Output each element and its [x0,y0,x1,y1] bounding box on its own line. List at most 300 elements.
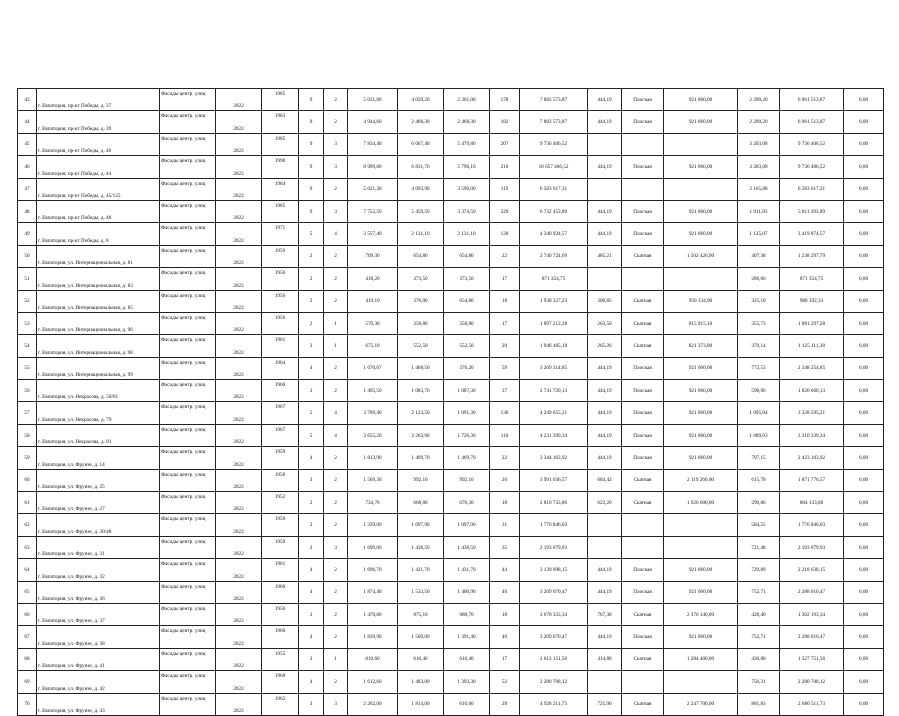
work-type-cell: Фасады центр. улиц [160,581,216,603]
work-type-cell: Фасады центр. улиц [160,626,216,648]
work-type-cell: Фасады центр. улиц [160,133,216,155]
living-area-cell: 616,40 [398,648,444,670]
total-cost-cell: 3 344 163,92 [520,447,588,469]
roof-unit-cost-cell: 444,19 [588,357,622,379]
floors-cell: 3 [299,536,324,558]
total-area-cell: 419,10 [348,290,398,312]
living-area-cell: 358,80 [398,312,444,334]
facade-unit-cost-cell: 584,55 [738,514,780,536]
roof-unit-cost-cell: 622,20 [588,492,622,514]
facade-unit-cost-cell: 721,48 [738,536,780,558]
facade-unit-cost-cell: 3 203,08 [738,133,780,155]
build-year-cell: 1985 [262,89,299,111]
address-cell: г. Евпатория, ул. Некрасова, д. 81 [37,424,160,446]
plan-year-cell: 2022 [216,671,262,693]
fund-contribution-cell: 0,00 [844,357,884,379]
total-area-cell: 1 339,00 [348,514,398,536]
roof-type-cell: Плоская [622,626,664,648]
entrances-cell: 2 [324,380,348,402]
table-row [18,581,884,603]
fund-contribution-cell: 0,00 [844,648,884,670]
total-area-cell: 675,10 [348,335,398,357]
living-area-cell: 2 263,90 [398,424,444,446]
build-year-cell: 1983 [262,111,299,133]
entrances-cell: 2 [324,671,348,693]
table-row [18,268,884,290]
roof-cost-cell: 2 247 700,00 [664,693,738,715]
table-row [18,559,884,581]
build-year-cell: 1984 [262,178,299,200]
living-area-cell: 4 093,90 [398,178,444,200]
living-area-cell: 1 468,50 [398,357,444,379]
residents-cell: 28 [490,693,520,715]
floors-cell: 3 [299,514,324,536]
entrances-cell: 2 [324,89,348,111]
row-number-cell: 69 [18,671,37,693]
roof-type-cell [622,178,664,200]
build-year-cell: 1950 [262,469,299,491]
total-cost-cell: 2 741 720,13 [520,380,588,402]
roof-area-cell: 670,30 [444,492,490,514]
roof-cost-cell [664,133,738,155]
work-type-cell: Фасады центр. улиц [160,245,216,267]
total-cost-cell: 1 946 485,18 [520,335,588,357]
plan-year-cell: 2022 [216,268,262,290]
floors-cell: 3 [299,380,324,402]
address-cell: г. Евпатория, ул. Фрунзе, д. 30/48 [37,514,160,536]
living-area-cell: 1 814,00 [398,693,444,715]
floors-cell: 4 [299,559,324,581]
living-area-cell: 1 097,90 [398,514,444,536]
roof-area-cell: 5 479,80 [444,133,490,155]
total-cost-cell: 3 991 036,57 [520,469,588,491]
plan-year-cell: 2022 [216,402,262,424]
total-area-cell: 5 031,80 [348,89,398,111]
total-area-cell: 1 670,67 [348,357,398,379]
plan-year-cell: 2022 [216,380,262,402]
plan-year-cell: 2022 [216,357,262,379]
roof-type-cell: Плоская [622,200,664,222]
residents-cell: 18 [490,603,520,625]
total-area-cell: 7 834,40 [348,133,398,155]
plan-year-cell: 2022 [216,133,262,155]
facade-cost-cell: 3 328 595,21 [780,402,844,424]
row-number-cell: 68 [18,648,37,670]
entrances-cell: 3 [324,133,348,155]
total-cost-cell: 1 938 327,23 [520,290,588,312]
roof-unit-cost-cell: 684,42 [588,469,622,491]
roof-area-cell: 1 431,70 [444,559,490,581]
floors-cell: 4 [299,671,324,693]
entrances-cell: 2 [324,581,348,603]
residents-cell: 119 [490,178,520,200]
table-row [18,492,884,514]
entrances-cell: 4 [324,424,348,446]
plan-year-cell: 2022 [216,603,262,625]
work-type-cell: Фасады центр. улиц [160,312,216,334]
entrances-cell: 2 [324,559,348,581]
residents-cell: 20 [490,335,520,357]
roof-cost-cell: 921 060,00 [664,447,738,469]
floors-cell: 3 [299,469,324,491]
roof-area-cell: 1 400,90 [444,581,490,603]
total-cost-cell: 2 740 724,69 [520,245,588,267]
work-type-cell: Фасады центр. улиц [160,357,216,379]
table-row [18,200,884,222]
table-row [18,514,884,536]
fund-contribution-cell: 0,00 [844,89,884,111]
roof-unit-cost-cell [588,133,622,155]
work-type-cell: Фасады центр. улиц [160,200,216,222]
table-row [18,380,884,402]
roof-type-cell: Плоская [622,424,664,446]
plan-year-cell: 2022 [216,469,262,491]
roof-type-cell: Плоская [622,89,664,111]
total-area-cell: 1 470,80 [348,603,398,625]
address-cell: г. Евпатория, ул. Фрунзе, д. 43 [37,693,160,715]
address-cell: г. Евпатория, ул. Интернациональная, д. 99 [37,357,160,379]
address-cell: г. Евпатория, ул. Интернациональная, д. 81 [37,245,160,267]
roof-cost-cell [664,178,738,200]
roof-area-cell: 5 796,10 [444,156,490,178]
work-type-cell: Фасады центр. улиц [160,335,216,357]
floors-cell: 2 [299,290,324,312]
total-area-cell: 1 569,30 [348,469,398,491]
table-row [18,133,884,155]
total-cost-cell: 2 810 733,86 [520,492,588,514]
total-area-cell: 7 752,50 [348,200,398,222]
facade-unit-cost-cell: 881,83 [738,693,780,715]
row-number-cell: 46 [18,156,37,178]
roof-unit-cost-cell: 444,19 [588,111,622,133]
row-number-cell: 63 [18,536,37,558]
table-row [18,648,884,670]
row-number-cell: 70 [18,693,37,715]
entrances-cell: 2 [324,245,348,267]
plan-year-cell: 2022 [216,626,262,648]
fund-contribution-cell: 0,00 [844,111,884,133]
total-area-cell: 1 839,90 [348,626,398,648]
total-area-cell: 3 789,40 [348,402,398,424]
fund-contribution-cell: 0,00 [844,402,884,424]
roof-unit-cost-cell [588,536,622,558]
roof-unit-cost-cell: 444,19 [588,581,622,603]
address-cell: г. Евпатория, ул. Некрасова, д. 50/61 [37,380,160,402]
facade-cost-cell: 2 288 010,47 [780,626,844,648]
address-cell: г. Евпатория, ул. Фрунзе, д. 37 [37,603,160,625]
plan-year-cell: 2022 [216,335,262,357]
total-area-cell: 734,70 [348,492,398,514]
roof-area-cell: 992,10 [444,469,490,491]
roof-unit-cost-cell: 444,19 [588,626,622,648]
roof-type-cell: Скатная [622,603,664,625]
fund-contribution-cell: 0,00 [844,671,884,693]
floors-cell: 3 [299,693,324,715]
total-area-cell: 4 944,60 [348,111,398,133]
floors-cell: 4 [299,357,324,379]
facade-unit-cost-cell: 407,38 [738,245,780,267]
table-row [18,536,884,558]
roof-type-cell: Плоская [622,402,664,424]
facade-unit-cost-cell: 797,15 [738,447,780,469]
plan-year-cell: 2022 [216,111,262,133]
entrances-cell: 4 [324,402,348,424]
work-type-cell: Фасады центр. улиц [160,536,216,558]
facade-unit-cost-cell: 2 290,20 [738,111,780,133]
residents-cell: 136 [490,402,520,424]
table-row [18,693,884,715]
facade-cost-cell: 1 776 846,03 [780,514,844,536]
entrances-cell: 2 [324,626,348,648]
roof-type-cell: Плоская [622,581,664,603]
roof-cost-cell: 921 060,00 [664,380,738,402]
roof-type-cell [622,514,664,536]
roof-unit-cost-cell [588,514,622,536]
living-area-cell: 1 569,00 [398,626,444,648]
facade-cost-cell: 2 423 103,92 [780,447,844,469]
facade-cost-cell: 6 961 513,87 [780,89,844,111]
roof-type-cell: Плоская [622,111,664,133]
roof-type-cell [622,133,664,155]
roof-cost-cell: 2 119 260,00 [664,469,738,491]
total-cost-cell: 4 928 211,73 [520,693,588,715]
total-cost-cell: 3 209 070,47 [520,581,588,603]
entrances-cell: 1 [324,335,348,357]
entrances-cell: 4 [324,223,348,245]
plan-year-cell: 2022 [216,178,262,200]
fund-contribution-cell: 0,00 [844,268,884,290]
residents-cell: 31 [490,514,520,536]
floors-cell: 5 [299,402,324,424]
fund-contribution-cell: 0,00 [844,200,884,222]
build-year-cell: 1959 [262,447,299,469]
roof-area-cell: 654,80 [444,290,490,312]
total-area-cell: 3 655,20 [348,424,398,446]
residents-cell: 59 [490,357,520,379]
total-area-cell: 1 495,50 [348,380,398,402]
floors-cell: 9 [299,111,324,133]
address-cell: г. Евпатория, ул. Интернациональная, д. 98 [37,335,160,357]
roof-unit-cost-cell [588,671,622,693]
residents-cell: 22 [490,245,520,267]
entrances-cell: 2 [324,514,348,536]
entrances-cell: 2 [324,290,348,312]
facade-unit-cost-cell: 1 095,04 [738,402,780,424]
facade-unit-cost-cell: 752,71 [738,581,780,603]
address-cell: г. Евпатория, пр-кт Победы, д. 39 [37,111,160,133]
build-year-cell: 1956 [262,603,299,625]
floors-cell: 5 [299,424,324,446]
roof-type-cell: Скатная [622,312,664,334]
plan-year-cell: 2022 [216,559,262,581]
residents-cell: 44 [490,559,520,581]
floors-cell: 2 [299,245,324,267]
residents-cell: 40 [490,626,520,648]
roof-unit-cost-cell: 444,19 [588,380,622,402]
plan-year-cell: 2022 [216,492,262,514]
residents-cell: 52 [490,671,520,693]
facade-cost-cell: 2 348 254,85 [780,357,844,379]
living-area-cell: 552,50 [398,335,444,357]
work-type-cell: Фасады центр. улиц [160,514,216,536]
living-area-cell: 875,10 [398,603,444,625]
facade-cost-cell: 1 125 111,38 [780,335,844,357]
row-number-cell: 43 [18,89,37,111]
roof-area-cell: 373,50 [444,268,490,290]
build-year-cell: 1961 [262,559,299,581]
row-number-cell: 65 [18,581,37,603]
table-row [18,335,884,357]
entrances-cell: 2 [324,603,348,625]
plan-year-cell: 2022 [216,581,262,603]
facade-unit-cost-cell: 355,73 [738,312,780,334]
row-number-cell: 51 [18,268,37,290]
plan-year-cell: 2022 [216,245,262,267]
total-area-cell: 709,30 [348,245,398,267]
row-number-cell: 58 [18,424,37,446]
facade-unit-cost-cell: 1 125,07 [738,223,780,245]
facade-cost-cell: 988 192,33 [780,290,844,312]
fund-contribution-cell: 0,00 [844,447,884,469]
living-area-cell: 373,50 [398,268,444,290]
table-row [18,469,884,491]
total-area-cell: 1 612,60 [348,671,398,693]
build-year-cell: 1956 [262,312,299,334]
entrances-cell: 2 [324,469,348,491]
entrances-cell: 2 [324,357,348,379]
roof-cost-cell: 921 060,00 [664,559,738,581]
living-area-cell: 1 083,70 [398,380,444,402]
facade-unit-cost-cell: 729,89 [738,559,780,581]
facade-unit-cost-cell: 752,71 [738,626,780,648]
roof-cost-cell: 1 502 426,90 [664,245,738,267]
roof-type-cell: Скатная [622,492,664,514]
work-type-cell: Фасады центр. улиц [160,89,216,111]
floors-cell: 3 [299,335,324,357]
roof-cost-cell: 921 060,00 [664,156,738,178]
total-cost-cell: 3 269 314,85 [520,357,588,379]
build-year-cell: 1960 [262,581,299,603]
living-area-cell: 668,80 [398,492,444,514]
floors-cell: 9 [299,178,324,200]
living-area-cell: 4 039,20 [398,89,444,111]
facade-cost-cell: 5 811 393,89 [780,200,844,222]
living-area-cell: 1 533,50 [398,581,444,603]
roof-type-cell: Скатная [622,335,664,357]
facade-unit-cost-cell: 598,96 [738,380,780,402]
total-cost-cell: 2 612 151,56 [520,648,588,670]
total-cost-cell: 1 897 212,38 [520,312,588,334]
living-area-cell: 2 468,30 [398,111,444,133]
roof-area-cell: 988,70 [444,603,490,625]
plan-year-cell: 2022 [216,223,262,245]
roof-area-cell: 376,20 [444,357,490,379]
roof-unit-cost-cell: 725,90 [588,693,622,715]
roof-area-cell: 1 091,30 [444,402,490,424]
build-year-cell: 1962 [262,693,299,715]
roof-area-cell: 3 596,00 [444,178,490,200]
living-area-cell: 1 483,00 [398,671,444,693]
address-cell: г. Евпатория, ул. Фрунзе, д. 42 [37,671,160,693]
residents-cell: 22 [490,447,520,469]
residents-cell: 182 [490,111,520,133]
roof-area-cell: 2 131,10 [444,223,490,245]
facade-unit-cost-cell: 436,80 [738,648,780,670]
total-cost-cell: 1 776 846,03 [520,514,588,536]
table-row [18,603,884,625]
fund-contribution-cell: 0,00 [844,133,884,155]
roof-unit-cost-cell: 263,50 [588,312,622,334]
residents-cell: 18 [490,492,520,514]
fund-contribution-cell: 0,00 [844,581,884,603]
build-year-cell: 1961 [262,335,299,357]
plan-year-cell: 2022 [216,290,262,312]
table-row [18,626,884,648]
build-year-cell: 1960 [262,380,299,402]
address-cell: г. Евпатория, ул. Фрунзе, д. 27 [37,492,160,514]
roof-area-cell: 654,80 [444,245,490,267]
entrances-cell: 1 [324,312,348,334]
address-cell: г. Евпатория, ул. Интернациональная, д. 96 [37,312,160,334]
roof-type-cell: Плоская [622,357,664,379]
total-area-cell: 8 999,80 [348,156,398,178]
table-row [18,223,884,245]
floors-cell: 4 [299,447,324,469]
work-type-cell: Фасады центр. улиц [160,671,216,693]
address-cell: г. Евпатория, пр-кт Победы, д. 45/125 [37,178,160,200]
fund-contribution-cell: 0,00 [844,290,884,312]
roof-type-cell: Скатная [622,469,664,491]
work-type-cell: Фасады центр. улиц [160,603,216,625]
total-cost-cell: 7 882 573,87 [520,111,588,133]
address-cell: г. Евпатория, пр-кт Победы, д. 40 [37,133,160,155]
roof-cost-cell: 921 060,00 [664,200,738,222]
work-type-cell: Фасады центр. улиц [160,111,216,133]
fund-contribution-cell: 0,00 [844,335,884,357]
row-number-cell: 67 [18,626,37,648]
entrances-cell: 2 [324,268,348,290]
plan-year-cell: 2022 [216,536,262,558]
fund-contribution-cell: 0,00 [844,312,884,334]
entrances-cell: 3 [324,693,348,715]
total-cost-cell: 7 882 573,87 [520,89,588,111]
total-area-cell: 418,20 [348,268,398,290]
fund-contribution-cell: 0,00 [844,178,884,200]
living-area-cell: 5 459,50 [398,200,444,222]
address-cell: г. Евпатория, ул. Интернациональная, д. 83 [37,268,160,290]
fund-contribution-cell: 0,00 [844,469,884,491]
row-number-cell: 45 [18,133,37,155]
row-number-cell: 52 [18,290,37,312]
total-area-cell: 1 874,40 [348,581,398,603]
row-number-cell: 59 [18,447,37,469]
plan-year-cell: 2022 [216,447,262,469]
roof-unit-cost-cell: 444,19 [588,447,622,469]
work-type-cell: Фасады центр. улиц [160,380,216,402]
address-cell: г. Евпатория, ул. Интернациональная, д. 85 [37,290,160,312]
plan-year-cell: 2022 [216,200,262,222]
total-cost-cell: 2 193 079,93 [520,536,588,558]
table-row [18,671,884,693]
table-row [18,402,884,424]
roof-unit-cost-cell: 444,19 [588,424,622,446]
facade-cost-cell: 1 081 297,28 [780,312,844,334]
table-row [18,156,884,178]
fund-contribution-cell: 0,00 [844,424,884,446]
facade-cost-cell: 9 736 406,52 [780,156,844,178]
facade-cost-cell: 3 419 874,57 [780,223,844,245]
living-area-cell: 992,10 [398,469,444,491]
